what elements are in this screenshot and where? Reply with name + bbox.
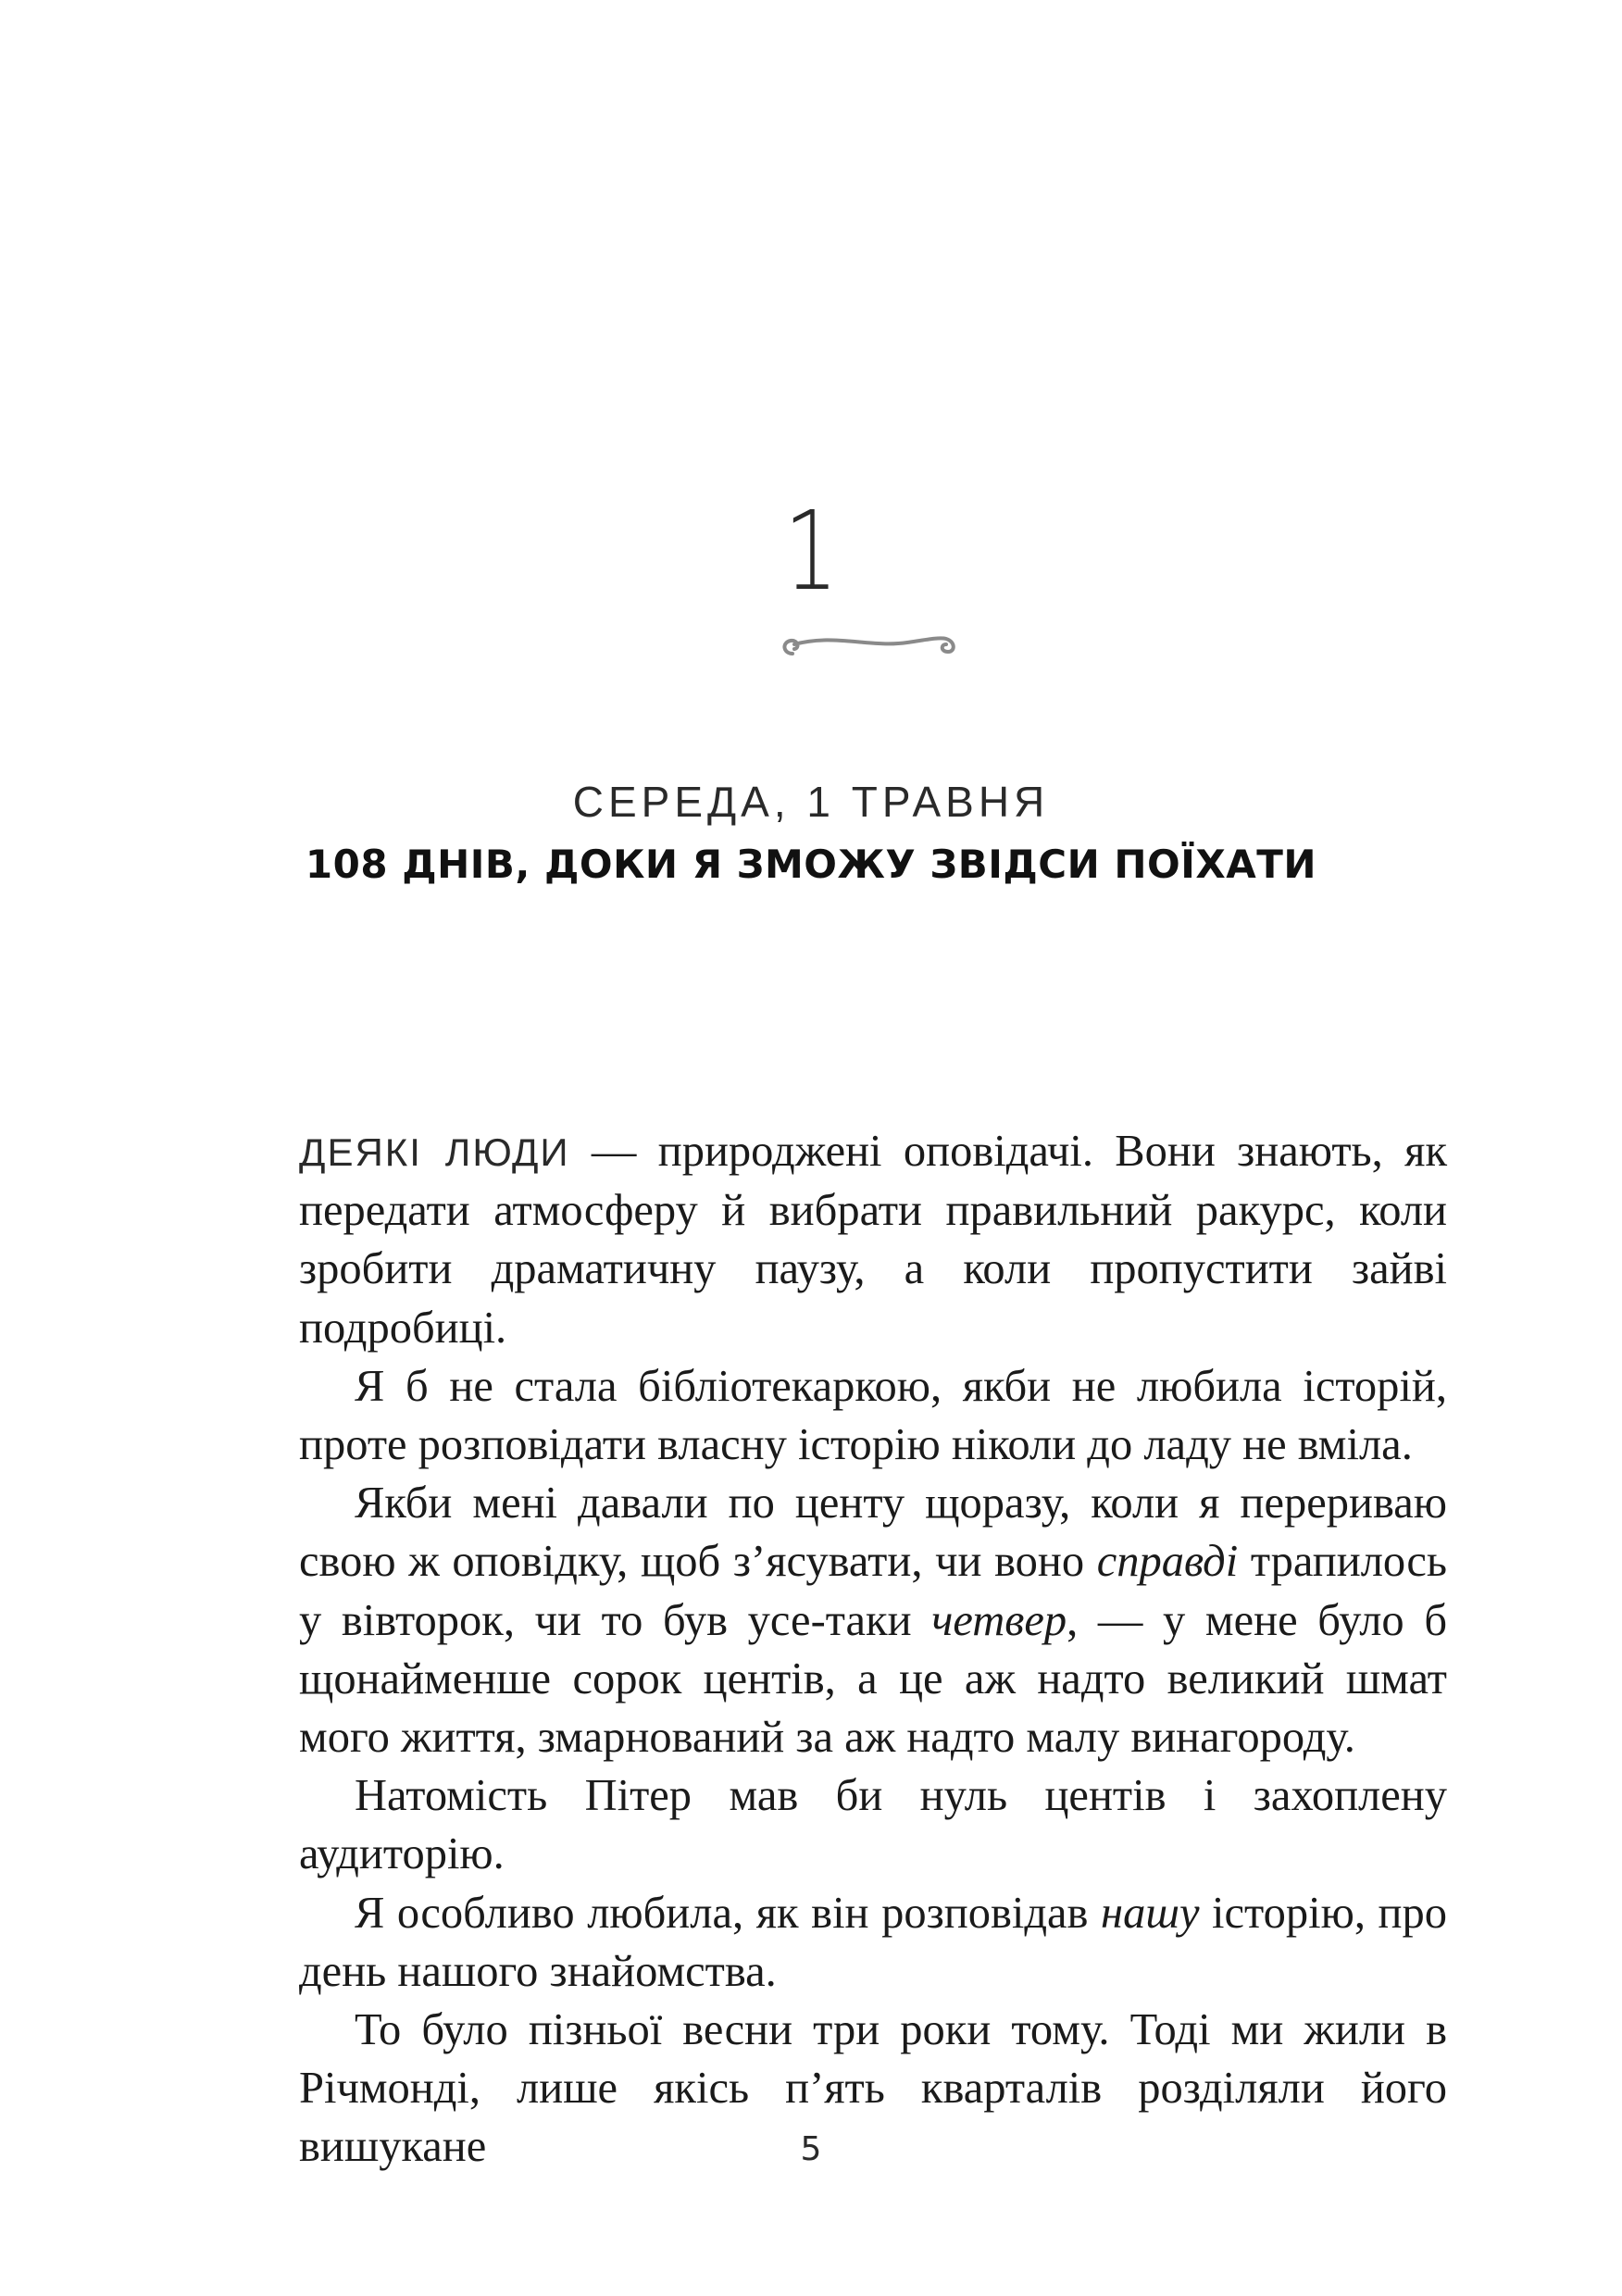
paragraph-text: , — у мене було б щонайменше сорок центів, а це аж надто великий шмат мого життя, змарнований за аж надто малу винагороду. [299,1595,1447,1763]
paragraph-text: історію, про день нашого знайомства. [299,1888,1447,1996]
paragraph-lead-in: ДЕЯКІ ЛЮДИ [299,1130,570,1174]
emphasis-text: нашу [1101,1888,1200,1938]
body-text [299,1122,1447,2177]
chapter-date: СЕРЕДА, 1 ТРАВНЯ [572,778,1050,826]
paragraph-text: Якби мені давали по центу щоразу, коли я перериваю свою ж оповідку, щоб з’ясувати, чи воно [299,1479,1447,1587]
paragraph: Натомість Пітер мав би нуль центів і захоплену аудиторію. [299,1771,1447,1879]
page-number: 5 [800,2130,822,2168]
paragraph: Я б не стала бібліотекаркою, якби не любила історій, проте розповідати власну історію ніколи до ладу не вміла. [299,1361,1447,1470]
paragraph [299,1122,1447,1357]
emphasis-text: справді [1096,1537,1239,1587]
paragraph-text: — природжені оповідачі. Вони знають, як передати атмосферу й вибрати правильний ракурс, коли зробити драматичну паузу, а коли пропустити зайві подробиці. [299,1127,1448,1353]
paragraph [299,1884,1447,2001]
paragraph: То було пізньої весни три роки тому. Тоді ми жили в Річмонді, лише якісь п’ять кварталів розділяли його вишукане [299,2005,1447,2172]
paragraph-text: Я особливо любила, як він розповідав [355,1888,1102,1938]
paragraph-text: трапилось у вівторок, чи то був усе-таки [299,1537,1447,1645]
flourish-divider-ornament [778,626,963,663]
emphasis-text: четвер [931,1595,1067,1645]
chapter-subtitle: 108 ДНІВ, ДОКИ Я ЗМОЖУ ЗВІДСИ ПОЇХАТИ [305,842,1317,887]
paragraph [299,1474,1447,1766]
chapter-number: 1 [783,487,839,615]
